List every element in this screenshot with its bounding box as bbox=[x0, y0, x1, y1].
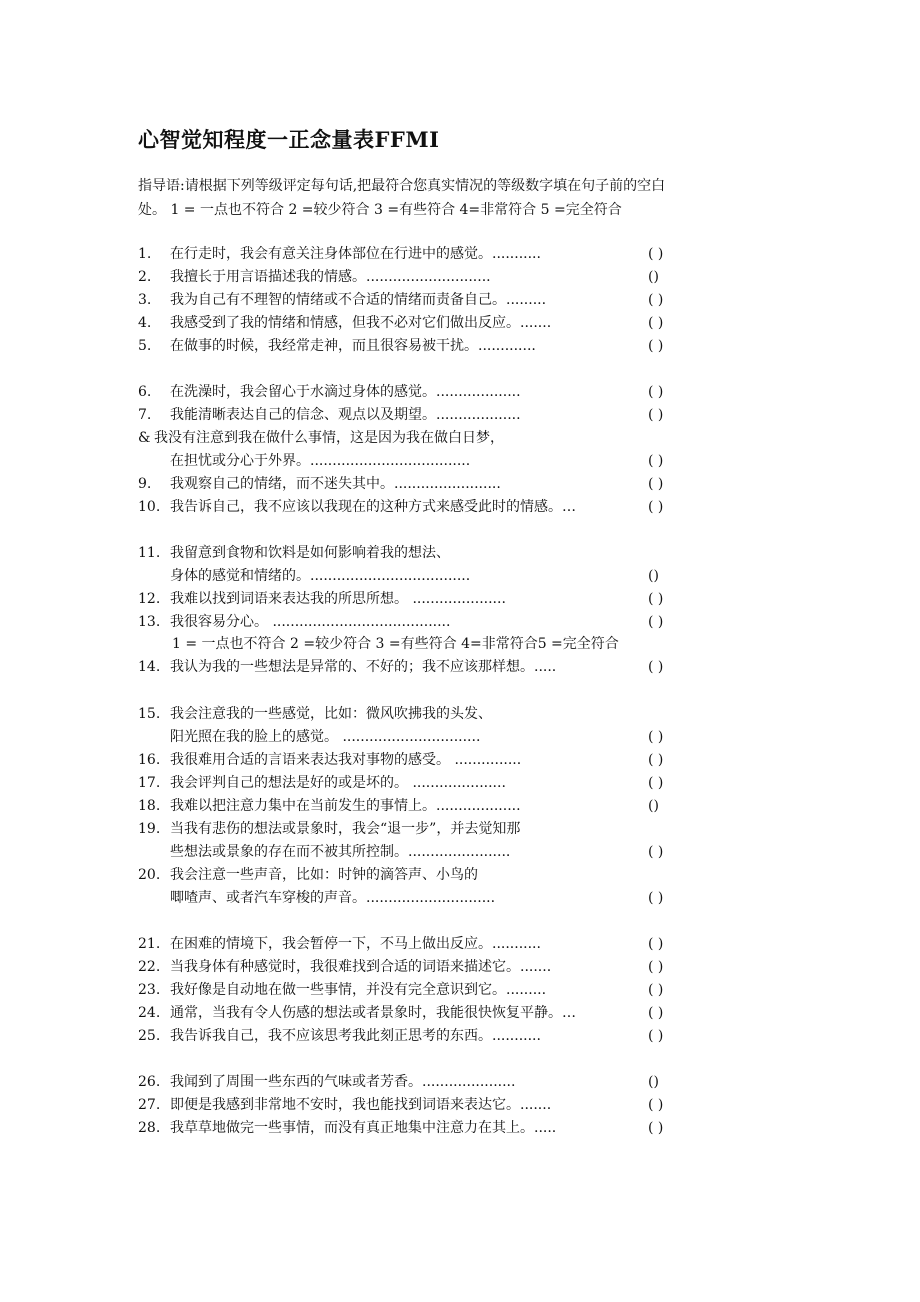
list-item bbox=[138, 542, 738, 564]
item-number: 3. bbox=[138, 292, 152, 308]
leader-dots: ......... bbox=[506, 982, 547, 998]
list-item bbox=[138, 1002, 738, 1024]
item-text: 我认为我的一些想法是异常的、不好的；我不应该那样想。 bbox=[170, 659, 534, 675]
answer-blank[interactable]: ( ) bbox=[648, 775, 664, 791]
leader-dots: ..................... bbox=[408, 775, 506, 791]
item-number: 4. bbox=[138, 315, 152, 331]
item-text-continuation: 些想法或景象的存在而不被其所控制。 bbox=[170, 844, 408, 860]
item-line bbox=[170, 289, 546, 311]
item-line bbox=[170, 933, 541, 955]
item-continuation bbox=[170, 841, 664, 863]
item-line bbox=[170, 795, 521, 817]
leader-dots: ....................... bbox=[408, 844, 511, 860]
answer-blank[interactable]: ( ) bbox=[648, 614, 664, 630]
answer-blank[interactable]: ( ) bbox=[648, 959, 664, 975]
item-number: 22. bbox=[138, 959, 161, 975]
list-item bbox=[138, 979, 738, 1001]
item-text: 我观察自己的情绪，而不迷失其中。 bbox=[170, 476, 394, 492]
item-text: 我闻到了周围一些东西的气味或者芳香。 bbox=[170, 1074, 422, 1090]
answer-blank[interactable]: ( ) bbox=[648, 729, 664, 745]
answer-blank[interactable]: ( ) bbox=[648, 659, 664, 675]
item-number: 28. bbox=[138, 1120, 161, 1136]
answer-blank[interactable]: ( ) bbox=[648, 407, 664, 423]
list-item bbox=[138, 956, 738, 978]
leader-dots: ............................ bbox=[366, 269, 491, 285]
item-line bbox=[170, 956, 551, 978]
item-line bbox=[170, 335, 536, 357]
list-item bbox=[138, 312, 738, 334]
list-item bbox=[138, 1071, 738, 1093]
item-number: 13. bbox=[138, 614, 161, 630]
list-item bbox=[138, 335, 738, 357]
leader-dots: ......... bbox=[506, 292, 547, 308]
item-number: 15. bbox=[138, 706, 161, 722]
leader-dots: ........................................ bbox=[268, 614, 451, 630]
item-number: 17. bbox=[138, 775, 161, 791]
leader-dots: ..... bbox=[534, 1120, 557, 1136]
item-number: 25. bbox=[138, 1028, 161, 1044]
item-number: 19. bbox=[138, 821, 161, 837]
list-item bbox=[138, 381, 738, 403]
item-number: 27. bbox=[138, 1097, 161, 1113]
list-item bbox=[138, 404, 738, 426]
item-text: 我能清晰表达自己的信念、观点以及期望。 bbox=[170, 407, 436, 423]
item-line bbox=[170, 749, 521, 771]
list-item bbox=[138, 427, 738, 449]
answer-blank[interactable]: ( ) bbox=[648, 982, 664, 998]
answer-blank[interactable]: ( ) bbox=[648, 476, 664, 492]
list-item bbox=[138, 289, 738, 311]
list-item bbox=[138, 496, 738, 518]
list-item bbox=[138, 933, 738, 955]
answer-blank[interactable]: ( ) bbox=[648, 453, 664, 469]
item-line bbox=[170, 979, 546, 1001]
answer-blank[interactable]: ( ) bbox=[648, 890, 664, 906]
instruction-line-1: 指导语:请根据下列等级评定每句话,把最符合您真实情况的等级数字填在句子前的空白 bbox=[138, 178, 666, 194]
item-number: 11. bbox=[138, 545, 161, 561]
list-item bbox=[138, 1117, 738, 1139]
answer-blank[interactable]: () bbox=[648, 568, 659, 584]
leader-dots: ..................... bbox=[422, 1074, 516, 1090]
leader-dots: ........... bbox=[492, 936, 541, 952]
list-item bbox=[138, 266, 738, 288]
item-text: 我草草地做完一些事情，而没有真正地集中注意力在其上。 bbox=[170, 1120, 534, 1136]
leader-dots: .................................... bbox=[310, 568, 471, 584]
item-number: 16. bbox=[138, 752, 161, 768]
list-item bbox=[138, 703, 738, 725]
item-line bbox=[170, 312, 551, 334]
list-item bbox=[138, 795, 738, 817]
item-text-continuation: 阳光照在我的脸上的感觉。 bbox=[170, 729, 338, 745]
item-text: 在困难的情境下，我会暂停一下，不马上做出反应。 bbox=[170, 936, 492, 952]
answer-blank[interactable]: ( ) bbox=[648, 384, 664, 400]
item-line bbox=[170, 1002, 576, 1024]
list-item bbox=[138, 818, 738, 840]
answer-blank[interactable]: ( ) bbox=[648, 499, 664, 515]
item-text: 我为自己有不理智的情绪或不合适的情绪而责备自己。 bbox=[170, 292, 506, 308]
item-number: 26. bbox=[138, 1074, 161, 1090]
answer-blank[interactable]: ( ) bbox=[648, 1120, 664, 1136]
item-text: 我会注意我的一些感觉，比如：微风吹拂我的头发、 bbox=[170, 706, 492, 722]
item-continuation bbox=[170, 565, 659, 587]
list-item bbox=[138, 1025, 738, 1047]
item-continuation bbox=[170, 726, 664, 748]
item-text: 我擅长于用言语描述我的情感。 bbox=[170, 269, 366, 285]
item-text: 我告诉我自己，我不应该思考我此刻正思考的东西。 bbox=[170, 1028, 492, 1044]
item-line bbox=[170, 1117, 556, 1139]
leader-dots: … bbox=[562, 1005, 576, 1021]
item-line bbox=[170, 1025, 541, 1047]
item-number: 14. bbox=[138, 659, 161, 675]
item-text: 即便是我感到非常地不安时，我也能找到词语来表达它。 bbox=[170, 1097, 520, 1113]
answer-blank[interactable]: ( ) bbox=[648, 752, 664, 768]
item-text: 我没有注意到我在做什么事情，这是因为我在做白日梦， bbox=[154, 430, 504, 446]
instruction-line-2: 处。 1 = 一点也不符合 2 =较少符合 3 =有些符合 4=非常符合 5 =完全符合 bbox=[138, 202, 622, 218]
leader-dots: ............. bbox=[478, 338, 536, 354]
answer-blank[interactable]: ( ) bbox=[648, 292, 664, 308]
item-number: 1. bbox=[138, 246, 152, 262]
item-number: 21. bbox=[138, 936, 161, 952]
leader-dots: ............................. bbox=[366, 890, 496, 906]
leader-dots: ........... bbox=[492, 1028, 541, 1044]
item-line bbox=[170, 588, 506, 610]
item-line bbox=[170, 656, 556, 678]
list-item bbox=[138, 656, 738, 678]
list-item bbox=[138, 1094, 738, 1116]
item-continuation bbox=[170, 450, 664, 472]
item-text: 在做事的时候，我经常走神，而且很容易被干扰。 bbox=[170, 338, 478, 354]
item-line bbox=[170, 1071, 515, 1093]
item-number: 24. bbox=[138, 1005, 161, 1021]
document-title: 心智觉知程度一正念量表FFMI bbox=[138, 127, 440, 152]
list-item bbox=[138, 611, 738, 633]
leader-dots: ............... bbox=[450, 752, 522, 768]
item-line bbox=[170, 404, 521, 426]
item-number: 10. bbox=[138, 499, 161, 515]
item-number: 2. bbox=[138, 269, 152, 285]
answer-blank[interactable]: ( ) bbox=[648, 1028, 664, 1044]
item-number: 12. bbox=[138, 591, 161, 607]
answer-blank[interactable]: ( ) bbox=[648, 246, 664, 262]
leader-dots: ................... bbox=[436, 798, 521, 814]
item-text: 当我身体有种感觉时，我很难找到合适的词语来描述它。 bbox=[170, 959, 520, 975]
item-text: 通常，当我有令人伤感的想法或者景象时，我能很快恢复平静。 bbox=[170, 1005, 562, 1021]
item-number: 7. bbox=[138, 407, 152, 423]
answer-blank[interactable]: ( ) bbox=[648, 844, 664, 860]
leader-dots: .................................... bbox=[310, 453, 471, 469]
list-item bbox=[138, 473, 738, 495]
item-text-continuation: 唧喳声、或者汽车穿梭的声音。 bbox=[170, 890, 366, 906]
item-text: 我会注意一些声音，比如：时钟的滴答声、小鸟的 bbox=[170, 867, 478, 883]
leader-dots: ..... bbox=[534, 659, 557, 675]
item-line bbox=[170, 381, 521, 403]
item-text: 我感受到了我的情绪和情感，但我不必对它们做出反应。 bbox=[170, 315, 520, 331]
answer-blank[interactable]: ( ) bbox=[648, 1097, 664, 1113]
item-number: 9. bbox=[138, 476, 152, 492]
item-text: 我难以把注意力集中在当前发生的事情上。 bbox=[170, 798, 436, 814]
answer-blank[interactable]: ( ) bbox=[648, 338, 664, 354]
scale-reminder: 1 = 一点也不符合 2 =较少符合 3 =有些符合 4=非常符合5 =完全符合 bbox=[172, 636, 619, 652]
item-continuation bbox=[170, 887, 664, 909]
item-text: 我告诉自己，我不应该以我现在的这种方式来感受此时的情感。 bbox=[170, 499, 562, 515]
item-line bbox=[170, 243, 541, 265]
item-number: 20. bbox=[138, 867, 161, 883]
leader-dots: ....... bbox=[520, 315, 552, 331]
list-item bbox=[138, 749, 738, 771]
item-text: 我会评判自己的想法是好的或是坏的。 bbox=[170, 775, 408, 791]
leader-dots: ............................... bbox=[338, 729, 481, 745]
leader-dots: ....... bbox=[520, 1097, 552, 1113]
item-line bbox=[170, 496, 576, 518]
leader-dots: ....... bbox=[520, 959, 552, 975]
item-text-continuation: 身体的感觉和情绪的。 bbox=[170, 568, 310, 584]
answer-blank[interactable]: ( ) bbox=[648, 591, 664, 607]
answer-blank[interactable]: () bbox=[648, 798, 659, 814]
item-text: 当我有悲伤的想法或景象时，我会“退一步”，并去觉知那 bbox=[170, 821, 521, 837]
leader-dots: ................... bbox=[436, 384, 521, 400]
list-item bbox=[138, 864, 738, 886]
answer-blank[interactable]: () bbox=[648, 269, 659, 285]
item-text-continuation: 在担忧或分心于外界。 bbox=[170, 453, 310, 469]
item-line bbox=[170, 1094, 551, 1116]
list-item bbox=[138, 588, 738, 610]
leader-dots: ........... bbox=[492, 246, 541, 262]
leader-dots: ........................ bbox=[394, 476, 501, 492]
item-number: 6. bbox=[138, 384, 152, 400]
item-number: & bbox=[138, 430, 151, 446]
item-text: 我很容易分心。 bbox=[170, 614, 268, 630]
item-text: 我难以找到词语来表达我的所思所想。 bbox=[170, 591, 408, 607]
leader-dots: ..................... bbox=[408, 591, 506, 607]
item-line bbox=[170, 266, 491, 288]
item-line bbox=[170, 611, 450, 633]
item-line bbox=[170, 473, 501, 495]
item-text: 我很难用合适的言语来表达我对事物的感受。 bbox=[170, 752, 450, 768]
leader-dots: … bbox=[562, 499, 576, 515]
list-item bbox=[138, 772, 738, 794]
item-text: 在洗澡时，我会留心于水滴过身体的感觉。 bbox=[170, 384, 436, 400]
item-text: 我留意到食物和饮料是如何影响着我的想法、 bbox=[170, 545, 450, 561]
item-number: 23. bbox=[138, 982, 161, 998]
item-text: 在行走时，我会有意关注身体部位在行进中的感觉。 bbox=[170, 246, 492, 262]
list-item bbox=[138, 243, 738, 265]
leader-dots: ................... bbox=[436, 407, 521, 423]
answer-blank[interactable]: ( ) bbox=[648, 936, 664, 952]
item-text: 我好像是自动地在做一些事情，并没有完全意识到它。 bbox=[170, 982, 506, 998]
item-number: 5. bbox=[138, 338, 152, 354]
answer-blank[interactable]: () bbox=[648, 1074, 659, 1090]
item-line bbox=[170, 772, 506, 794]
answer-blank[interactable]: ( ) bbox=[648, 315, 664, 331]
answer-blank[interactable]: ( ) bbox=[648, 1005, 664, 1021]
item-number: 18. bbox=[138, 798, 161, 814]
